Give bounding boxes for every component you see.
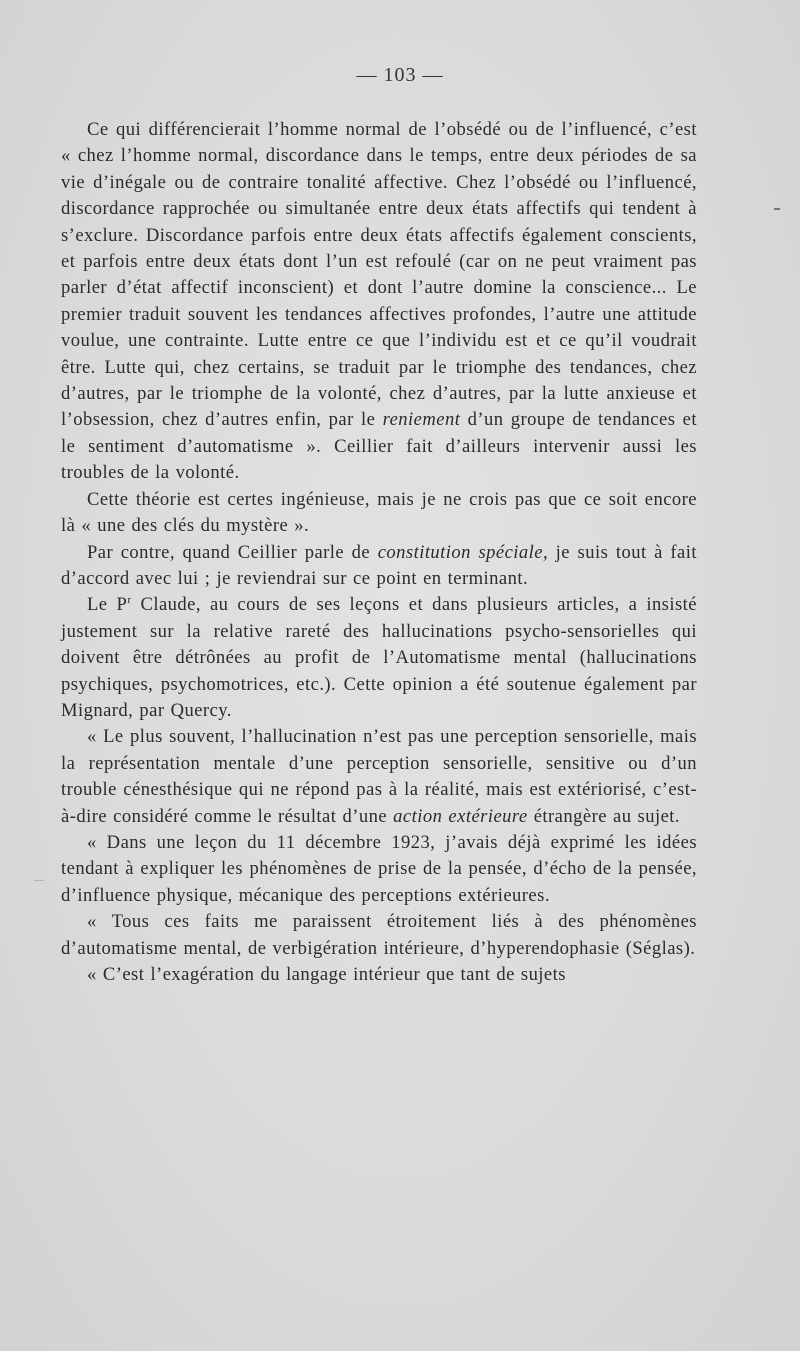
italic-term: constitution spéciale, — [377, 541, 549, 563]
superscript: r — [127, 594, 132, 607]
paragraph-1 — [61, 117, 697, 487]
paragraph-6: « Dans une leçon du 11 décembre 1923, j’avais déjà exprimé les idées tendant à expliquer les phénomènes de prise de la pensée, d’écho de la pensée, d’influence physique, mécanique des perceptions extérieures. — [61, 831, 697, 906]
paragraph-text: « Le plus souvent, l’hallucination n’est pas une perception sensorielle, mais la représentation mentale d’une perception sensorielle, sensitive ou d’un trouble cénesthésique qui ne répond pas à la réalité, mais est extériorisé, c’est-à-dire considéré comme le résultat d’une — [61, 726, 697, 827]
paragraph-text: Claude, au cours de ses leçons et dans plusieurs articles, a insisté justement sur la relative rareté des hallucinations psycho-sensorielles qui doivent être détrônées au profit de l’Automatisme mental (hallucinations psychiques, psychomotrices, etc.). Cette opinion a été soutenue également par Mignard, par Quercy. — [61, 594, 697, 721]
paragraph-8: « C’est l’exagération du langage intérieur que tant de sujets — [87, 964, 566, 985]
italic-term: action extérieure — [393, 805, 528, 827]
page-number: — 103 — — [356, 64, 444, 86]
margin-mark — [774, 208, 780, 210]
paragraph-7: « Tous ces faits me paraissent étroitement liés à des phénomènes d’automatisme mental, de verbigération intérieure, d’hyperendophasie (Séglas). — [61, 911, 697, 959]
page-body — [61, 117, 697, 988]
paragraph-2: Cette théorie est certes ingénieuse, mais je ne crois pas que ce soit encore là « une des clés du mystère ». — [61, 488, 697, 537]
paragraph-3 — [61, 540, 697, 593]
paragraph-5 — [61, 724, 697, 830]
paragraph-text: Ce qui différencierait l’homme normal de l’obsédé ou de l’influencé, c’est « chez l’homme normal, discordance dans le temps, entre deux périodes de sa vie d’inégale ou de contraire tonalité affective. Chez l’obsédé ou l’influencé, discordance rapprochée ou simultanée entre deux états affectifs qui tendent à s’exclure. Discordance parfois entre deux états affectifs également conscients, et parfois entre deux états dont l’un est refoulé (car on ne peut vraiment pas parler d’état affectif inconscient) et dont l’autre domine la conscience... Le premier traduit souvent les tendances affectives profondes, l’autre une attitude voulue, une contrainte. Lutte entre ce que l’individu est et ce qu’il voudrait être. Lutte qui, chez certains, se traduit par le triomphe des tendances, chez d’autres, par le triomphe de la volonté, chez d’autres, par la lutte anxieuse et l’obsession, chez d’autres enfin, par le — [61, 119, 697, 431]
paragraph-text: je suis tout à fait d’accord avec lui ; je reviendrai sur ce point en terminant. — [61, 541, 697, 589]
italic-term: reniement — [382, 409, 461, 431]
paragraph-text: d’un groupe de tendances et le sentiment d’automatisme ». Ceillier fait d’ailleurs intervenir aussi les troubles de la volonté. — [61, 409, 697, 484]
paragraph-text: Par contre, quand Ceillier parle de — [87, 541, 378, 563]
paragraph-4 — [61, 592, 697, 724]
paragraph-text: étrangère au sujet. — [527, 805, 681, 827]
margin-mark — [34, 880, 44, 881]
paragraph-text: Le P — [87, 594, 128, 616]
